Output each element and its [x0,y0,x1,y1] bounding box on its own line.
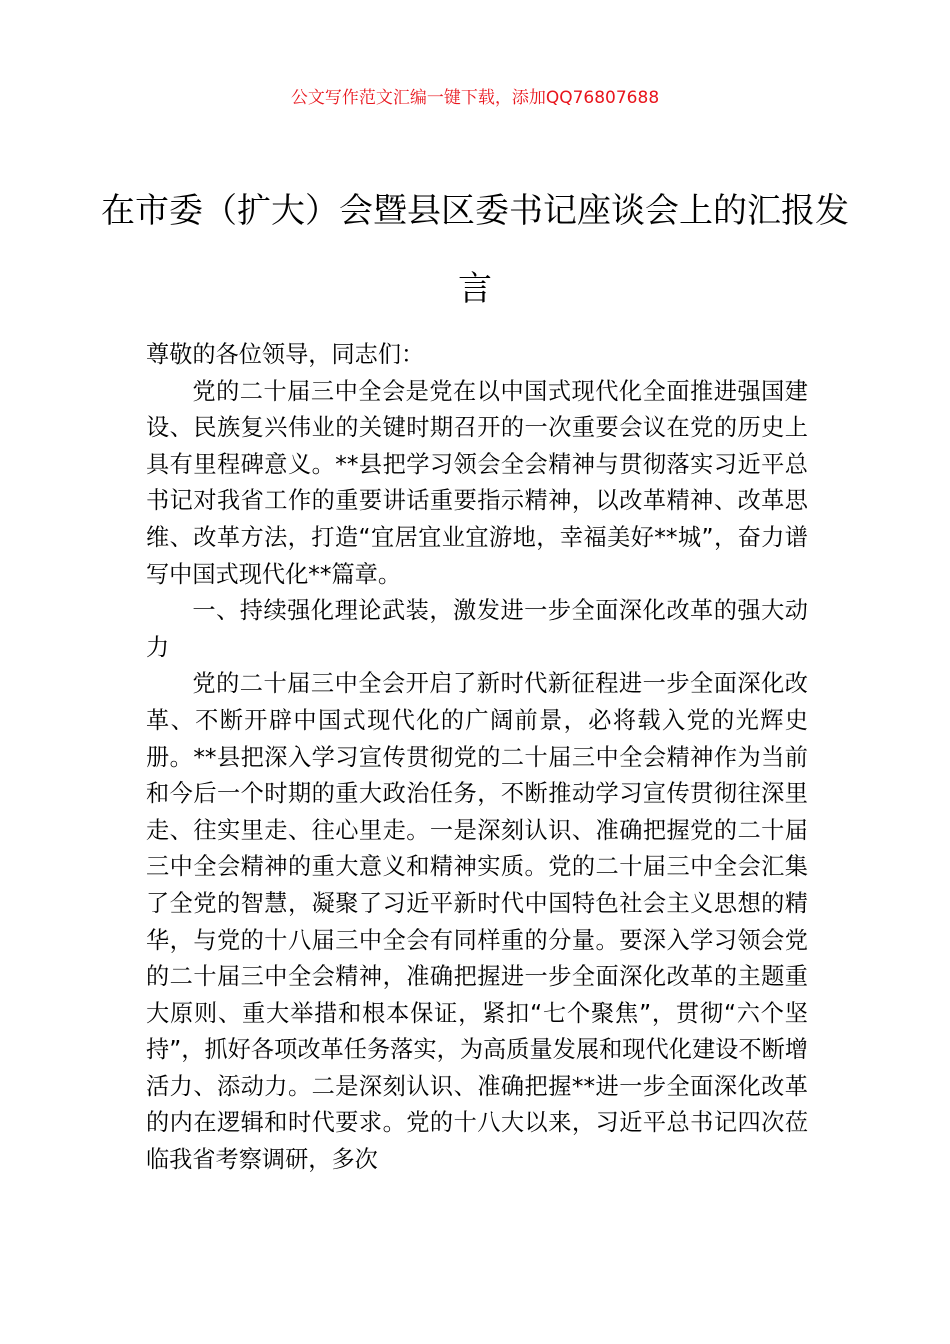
salutation: 尊敬的各位领导，同志们： [146,341,425,368]
document-title: 在市委（扩大）会暨县区委书记座谈会上的汇报发言 [101,191,849,309]
document-body [146,337,808,1179]
paragraph-intro: 党的二十届三中全会是党在以中国式现代化全面推进强国建设、民族复兴伟业的关键时期召开的一次重要会议在党的历史上具有里程碑意义。**县把学习领会全会精神与贯彻落实习近平总书记对我省工作的重要讲话重要指示精神，以改革精神、改革思维、改革方法，打造“宜居宜业宜游地，幸福美好**城”，奋力谱写中国式现代化**篇章。 [146,377,808,588]
download-notice: 公文写作范文汇编一键下载，添加QQ76807688 [290,88,660,108]
paragraph-section-1: 党的二十届三中全会开启了新时代新征程进一步全面深化改革、不断开辟中国式现代化的广阔前景，必将载入党的光辉史册。**县把深入学习宣传贯彻党的二十届三中全会精神作为当前和今后一个时期的重大政治任务，不断推动学习宣传贯彻往深里走、往实里走、往心里走。一是深刻认识、准确把握党的二十届三中全会精神的重大意义和精神实质。党的二十届三中全会汇集了全党的智慧，凝聚了习近平新时代中国特色社会主义思想的精华，与党的十八届三中全会有同样重的分量。要深入学习领会党的二十届三中全会精神，准确把握进一步全面深化改革的主题重大原则、重大举措和根本保证，紧扣“七个聚焦”，贯彻“六个坚持”，抓好各项改革任务落实，为高质量发展和现代化建设不断增活力、添动力。二是深刻认识、准确把握**进一步全面深化改革的内在逻辑和时代要求。党的十八大以来，习近平总书记四次莅临我省考察调研，多次 [146,670,808,1174]
section-heading-1: 一、持续强化理论武装，激发进一步全面深化改革的强大动力 [146,597,808,661]
